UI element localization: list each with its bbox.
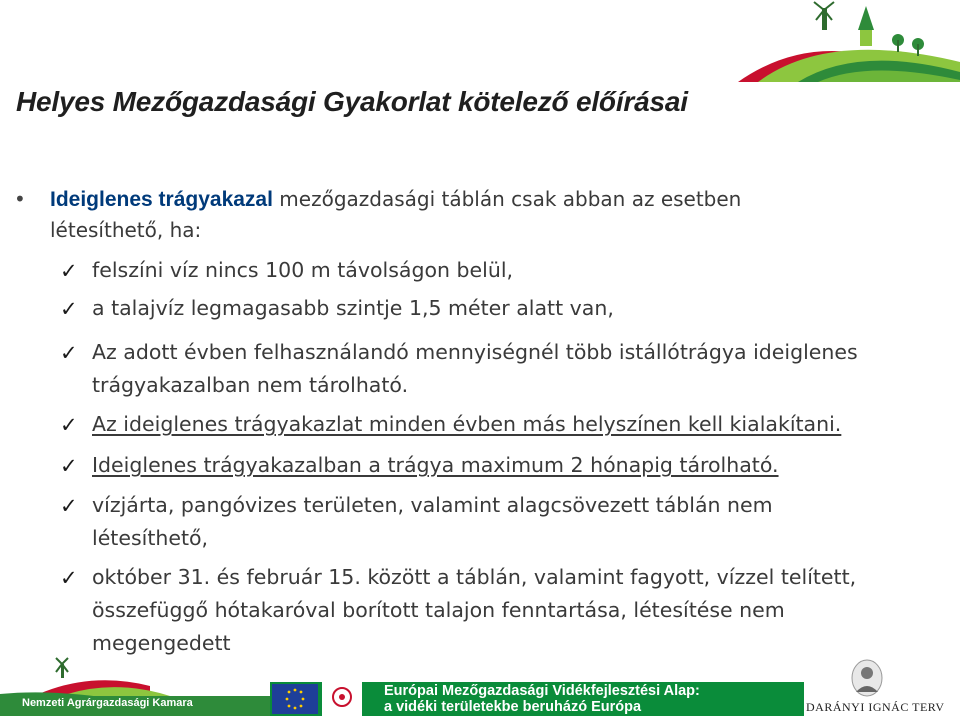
item-text: Az adott évben felhasználandó mennyiségnél több istállótrágya ideiglenes	[92, 340, 858, 364]
item-text: megengedett	[92, 631, 231, 655]
checkmark-icon: ✓	[60, 259, 78, 283]
checkmark-icon: ✓	[60, 297, 78, 321]
bullet-icon: •	[14, 187, 26, 211]
intro-line1: mezőgazdasági táblán csak abban az esetben	[272, 187, 742, 211]
eu-flag-icon	[272, 684, 318, 714]
item-text: trágyakazalban nem tárolható.	[92, 373, 409, 397]
checkmark-icon: ✓	[60, 341, 78, 365]
intro-bullet	[14, 184, 910, 246]
item-text: összefüggő hótakaróval borított talajon fenntartása, létesítése nem	[92, 598, 785, 622]
item-text: vízjárta, pangóvizes területen, valamint alagcsövezett táblán nem	[92, 493, 773, 517]
item-text: felszíni víz nincs 100 m távolságon belül,	[92, 258, 514, 282]
item-text: a talajvíz legmagasabb szintje 1,5 méter alatt van,	[92, 296, 614, 320]
checkmark-icon: ✓	[60, 454, 78, 478]
item-text: létesíthető,	[92, 526, 209, 550]
list-item	[60, 449, 937, 482]
list-item	[60, 408, 937, 441]
checkmark-icon: ✓	[60, 566, 78, 590]
checkmark-icon: ✓	[60, 494, 78, 518]
daranyi-portrait-icon	[850, 658, 884, 698]
intro-line2: létesíthető, ha:	[50, 218, 202, 242]
checkmark-icon: ✓	[60, 413, 78, 437]
intro-highlight: Ideiglenes trágyakazal	[50, 188, 273, 211]
nak-label: Nemzeti Agrárgazdasági Kamara	[22, 697, 193, 709]
item-text: október 31. és február 15. között a táblán, valamint fagyott, vízzel telített,	[92, 565, 857, 589]
page-title: Helyes Mezőgazdasági Gyakorlat kötelező előírásai	[16, 86, 688, 117]
item-text: Az ideiglenes trágyakazlat minden évben más helyszínen kell kialakítani.	[92, 412, 842, 436]
eu-fund-line2: a vidéki területekbe beruházó Európa	[384, 699, 642, 715]
leader-logo-icon	[322, 682, 362, 716]
list-item	[60, 561, 937, 660]
dit-label: DARÁNYI IGNÁC TERV	[806, 700, 945, 714]
eu-fund-line1: Európai Mezőgazdasági Vidékfejlesztési Alap:	[384, 683, 700, 699]
list-item	[60, 254, 937, 287]
list-item	[60, 292, 937, 325]
list-item	[60, 336, 937, 402]
item-text: Ideiglenes trágyakazalban a trágya maximum 2 hónapig tárolható.	[92, 453, 779, 477]
list-item	[60, 489, 937, 555]
nak-landscape-logo	[738, 0, 960, 82]
